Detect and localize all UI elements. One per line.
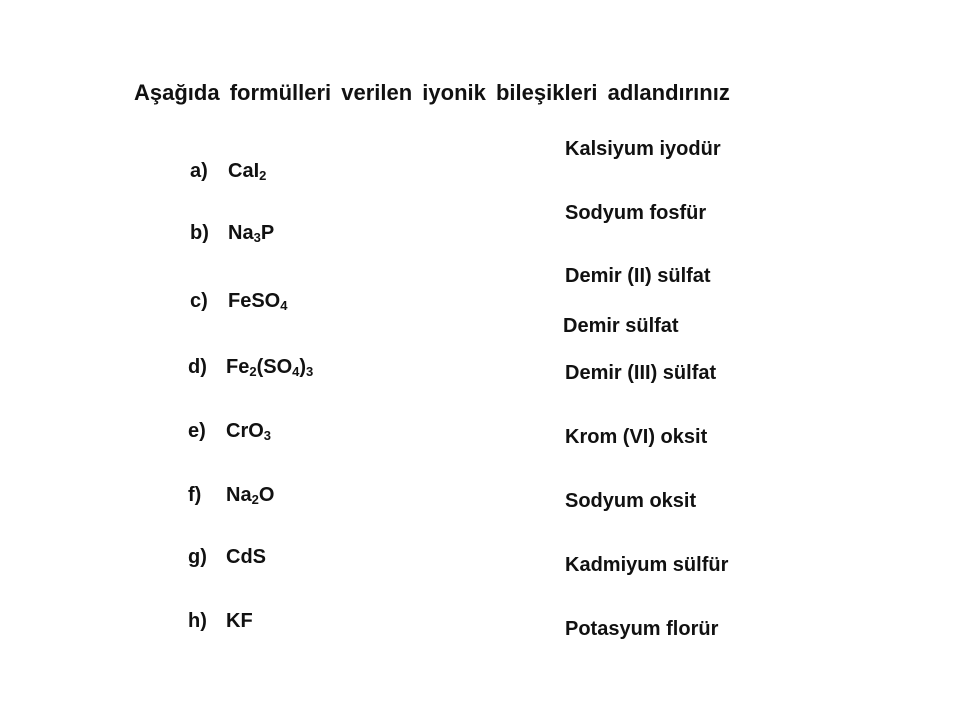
answer-text: Sodyum fosfür [565, 202, 707, 224]
formula-item-a [190, 160, 266, 183]
chemical-formula: CdS [226, 546, 266, 568]
formula-item-e [188, 420, 271, 443]
formula-item-c [190, 290, 287, 313]
item-label: d) [188, 356, 207, 378]
item-label: f) [188, 484, 202, 506]
subscript: 2 [251, 492, 259, 507]
answer-text: Krom (VI) oksit [565, 426, 708, 448]
item-label: c) [190, 290, 208, 312]
item-label: h) [188, 610, 207, 632]
formula-item-g [188, 546, 266, 569]
formula-item-b [190, 222, 274, 245]
subscript: 2 [249, 364, 257, 379]
formula-item-f [188, 484, 274, 507]
chemical-formula: $Na_2O$ [226, 484, 275, 507]
subscript: 3 [306, 364, 314, 379]
answer-text: Demir sülfat [563, 315, 679, 337]
subscript: 2 [259, 168, 267, 183]
answer-text: Potasyum florür [565, 618, 719, 640]
formula-item-d [188, 356, 313, 379]
page-title: Aşağıda formülleri verilen iyonik bileşikleri adlandırınız [134, 80, 730, 105]
subscript: 4 [280, 298, 288, 313]
subscript: 4 [292, 364, 300, 379]
chemical-formula: CrO$_3$ [226, 420, 272, 443]
chemical-formula: $Na_3P$ [228, 222, 275, 245]
chemical-formula: CaI$_2$ [228, 160, 267, 183]
chemical-formula: KF [226, 610, 253, 632]
item-label: b) [190, 222, 209, 244]
chemical-formula: $Fe_2(SO_4)_3$ [226, 356, 314, 379]
answer-text: Demir (III) sülfat [565, 362, 717, 384]
subscript: 3 [253, 230, 261, 245]
answer-text: Kalsiyum iyodür [565, 138, 721, 160]
item-label: e) [188, 420, 206, 442]
chemical-formula: FeSO$_4$ [228, 290, 288, 313]
item-label: g) [188, 546, 207, 568]
answer-text: Demir (II) sülfat [565, 265, 711, 287]
formula-item-h [188, 610, 253, 633]
item-label: a) [190, 160, 208, 182]
subscript: 3 [263, 428, 272, 443]
answer-text: Sodyum oksit [565, 490, 697, 512]
answer-text: Kadmiyum sülfür [565, 554, 729, 576]
